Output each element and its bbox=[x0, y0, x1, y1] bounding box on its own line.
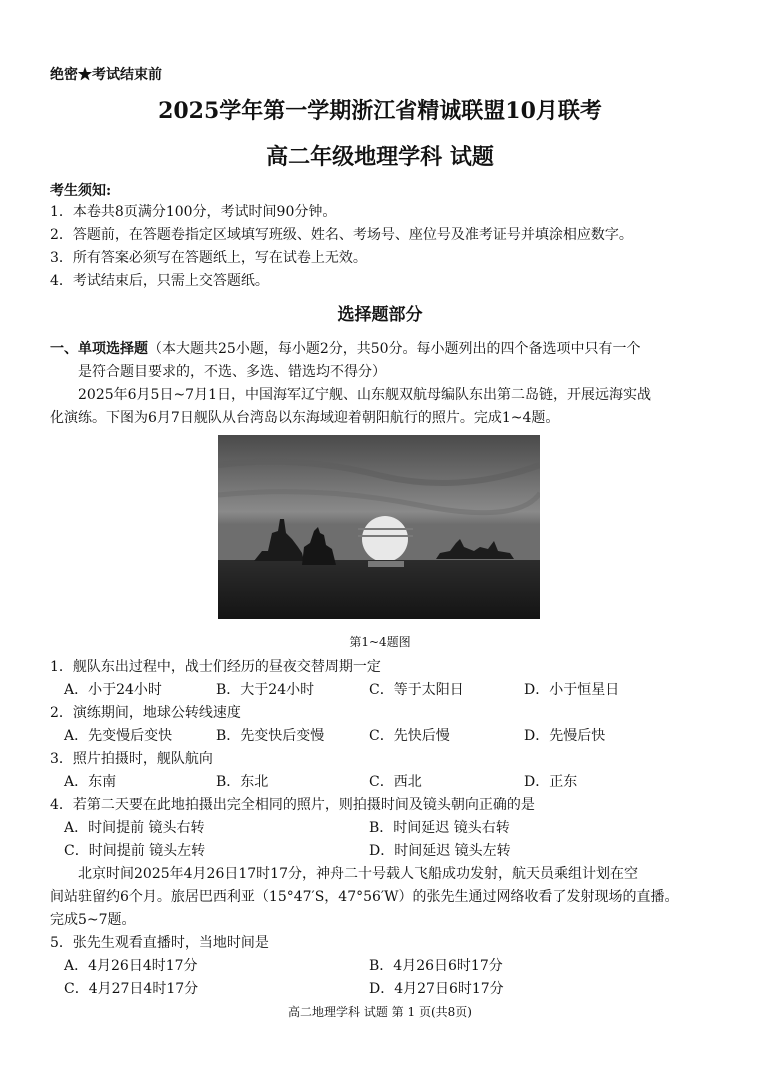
exam-title: 2025学年第一学期浙江省精诚联盟10月联考 bbox=[158, 98, 602, 124]
option-c: C．时间提前 镜头左转 bbox=[64, 843, 206, 859]
passage-line: 完成5~7题。 bbox=[50, 912, 136, 928]
passage-line: 2025年6月5日~7月1日，中国海军辽宁舰、山东舰双航母编队东出第二岛链，开展远海实战 bbox=[78, 387, 651, 403]
passage-line: 间站驻留约6个月。旅居巴西利亚（15°47′S，47°56′W）的张先生通过网络收看了发射现场的直播。 bbox=[50, 889, 679, 905]
exam-subtitle: 高二年级地理学科 试题 bbox=[266, 144, 494, 170]
notice-item: 2．答题前，在答题卷指定区域填写班级、姓名、考场号、座位号及准考证号并填涂相应数字。 bbox=[50, 227, 633, 243]
notice-item: 3．所有答案必须写在答题纸上，写在试卷上无效。 bbox=[50, 250, 367, 266]
part-instruction-cont: 是符合题目要求的，不选、多选、错选均不得分） bbox=[78, 364, 386, 380]
option-d: D．时间延迟 镜头左转 bbox=[369, 843, 511, 859]
option-b: B．4月26日6时17分 bbox=[369, 958, 503, 974]
option-a: A．小于24小时 bbox=[64, 682, 162, 698]
notice-item: 1．本卷共8页满分100分，考试时间90分钟。 bbox=[50, 204, 337, 220]
option-b: B．时间延迟 镜头右转 bbox=[369, 820, 510, 836]
option-c: C．先快后慢 bbox=[369, 728, 450, 744]
question-stem: 3．照片拍摄时，舰队航向 bbox=[50, 751, 213, 767]
option-c: C．4月27日4时17分 bbox=[64, 981, 199, 997]
notice-heading: 考生须知: bbox=[50, 183, 112, 199]
question-stem: 5．张先生观看直播时，当地时间是 bbox=[50, 935, 269, 951]
option-d: D．先慢后快 bbox=[524, 728, 606, 744]
option-d: D．正东 bbox=[524, 774, 578, 790]
passage-line: 化演练。下图为6月7日舰队从台湾岛以东海域迎着朝阳航行的照片。完成1~4题。 bbox=[50, 410, 560, 426]
option-a: A．东南 bbox=[64, 774, 117, 790]
option-b: B．东北 bbox=[216, 774, 269, 790]
option-d: D．4月27日6时17分 bbox=[369, 981, 504, 997]
option-c: C．西北 bbox=[369, 774, 422, 790]
passage-line: 北京时间2025年4月26日17时17分，神舟二十号载人飞船成功发射，航天员乘组计划在空 bbox=[78, 866, 638, 882]
option-b: B．先变快后变慢 bbox=[216, 728, 325, 744]
fleet-sunrise-photo bbox=[218, 435, 540, 619]
question-stem: 4．若第二天要在此地拍摄出完全相同的照片，则拍摄时间及镜头朝向正确的是 bbox=[50, 797, 535, 813]
option-a: A．先变慢后变快 bbox=[64, 728, 173, 744]
section-title: 选择题部分 bbox=[337, 305, 423, 325]
notice-item: 4．考试结束后，只需上交答题纸。 bbox=[50, 273, 269, 289]
option-a: A．时间提前 镜头右转 bbox=[64, 820, 205, 836]
option-d: D．小于恒星日 bbox=[524, 682, 620, 698]
part-instruction bbox=[50, 338, 641, 358]
option-c: C．等于太阳日 bbox=[369, 682, 464, 698]
page-footer: 高二地理学科 试题 第 1 页(共8页) bbox=[288, 1005, 472, 1019]
option-a: A．4月26日4时17分 bbox=[64, 958, 198, 974]
figure-caption: 第1~4题图 bbox=[349, 635, 411, 649]
part-label: 一、单项选择题 bbox=[50, 341, 148, 357]
confidential-label: 绝密★考试结束前 bbox=[50, 67, 162, 83]
question-stem: 1．舰队东出过程中，战士们经历的昼夜交替周期一定 bbox=[50, 659, 381, 675]
part-instruction-text: （本大题共25小题，每小题2分，共50分。每小题列出的四个备选项中只有一个 bbox=[148, 341, 641, 357]
question-stem: 2．演练期间，地球公转线速度 bbox=[50, 705, 241, 721]
option-b: B．大于24小时 bbox=[216, 682, 315, 698]
